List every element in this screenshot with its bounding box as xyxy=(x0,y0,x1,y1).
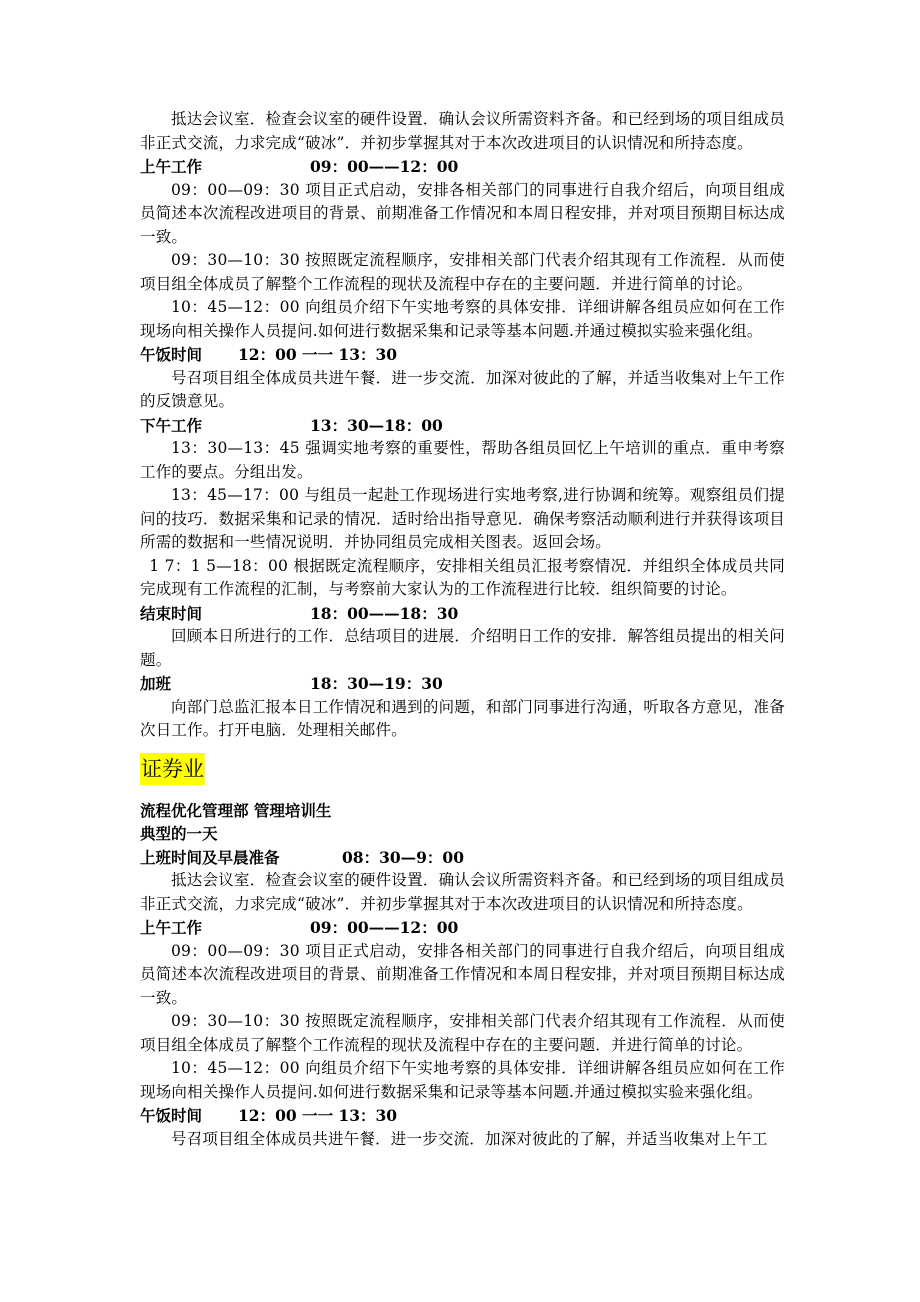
schedule-heading-time: 18：30—19：30 xyxy=(310,674,443,693)
body-paragraph: 10：45—12：00 向组员介绍下午实地考察的具体安排．详细讲解各组员应如何在工作现场向相关操作人员提问.如何进行数据采集和记录等基本问题.并通过模拟实验来强化组。 xyxy=(140,298,785,340)
schedule-heading xyxy=(140,414,785,438)
body-paragraph: 向部门总监汇报本日工作情况和遇到的问题，和部门同事进行沟通，听取各方意见，准备次日工作。打开电脑．处理相关邮件。 xyxy=(140,697,785,739)
body-paragraph: 抵达会议室．检查会议室的硬件设置．确认会议所需资料齐备。和已经到场的项目组成员非正式交流，力求完成“破冰”．并初步掌握其对于本次改进项目的认识情况和所持态度。 xyxy=(140,871,785,913)
schedule-heading-time: 08：30—9：00 xyxy=(342,847,464,867)
body-paragraph: 抵达会议室．检查会议室的硬件设置．确认会议所需资料齐备。和已经到场的项目组成员非正式交流，力求完成“破冰”．并初步掌握其对于本次改进项目的认识情况和所持态度。 xyxy=(140,110,785,152)
schedule-heading-time: 09：00——12：00 xyxy=(310,918,459,937)
schedule-heading xyxy=(140,916,785,940)
body-paragraph: 号召项目组全体成员共进午餐．进一步交流．加深对彼此的了解，并适当收集对上午工作的反馈意见。 xyxy=(140,368,785,410)
body-paragraph: 号召项目组全体成员共进午餐．进一步交流．加深对彼此的了解，并适当收集对上午工 xyxy=(171,1129,768,1148)
subheading: 典型的一天 xyxy=(140,824,218,843)
body-paragraph: 10：45—12：00 向组员介绍下午实地考察的具体安排．详细讲解各组员应如何在工作现场向相关操作人员提问.如何进行数据采集和记录等基本问题.并通过模拟实验来强化组。 xyxy=(140,1059,785,1101)
schedule-heading xyxy=(140,1104,785,1128)
schedule-heading xyxy=(140,155,785,179)
section-heading xyxy=(140,753,785,785)
schedule-heading-label: 午饭时间 xyxy=(140,345,203,364)
schedule-heading-label: 上午工作 xyxy=(140,918,203,937)
schedule-heading-label: 上班时间及早晨准备 xyxy=(140,847,280,867)
body-paragraph: 13：45—17：00 与组员一起赴工作现场进行实地考察,进行协调和统筹。观察组员们提问的技巧．数据采集和记录的情况．适时给出指导意见．确保考察活动顺利进行并获得该项目所需的数据和一些情况说明．并协同组员完成相关图表。返回会场。 xyxy=(140,486,785,551)
schedule-heading-time: 09：00——12：00 xyxy=(310,157,459,176)
schedule-heading-label: 加班 xyxy=(140,674,172,693)
schedule-heading xyxy=(140,846,785,870)
schedule-heading-time: 12：00 一一 13：30 xyxy=(238,1106,398,1125)
body-paragraph: 09：30—10：30 按照既定流程顺序，安排相关部门代表介绍其现有工作流程．从而使项目组全体成员了解整个工作流程的现状及流程中存在的主要问题．并进行简单的讨论。 xyxy=(140,251,785,293)
schedule-heading-time: 12：00 一一 13：30 xyxy=(238,345,398,364)
schedule-heading-label: 下午工作 xyxy=(140,415,203,435)
schedule-heading xyxy=(140,672,785,696)
schedule-heading-label: 午饭时间 xyxy=(140,1106,203,1125)
schedule-heading xyxy=(140,343,785,367)
schedule-heading-time: 13：30—18：00 xyxy=(310,415,443,435)
body-paragraph: 回顾本日所进行的工作．总结项目的进展．介绍明日工作的安排．解答组员提出的相关问题。 xyxy=(140,627,785,669)
schedule-heading-label: 上午工作 xyxy=(140,157,203,176)
schedule-heading xyxy=(140,602,785,626)
section-heading-text: 证券业 xyxy=(140,753,205,785)
body-paragraph: 09：00—09：30 项目正式启动，安排各相关部门的同事进行自我介绍后，向项目组成员简述本次流程改进项目的背景、前期准备工作情况和本周日程安排，并对项目预期目标达成一致。 xyxy=(140,180,785,246)
body-paragraph: 09：30—10：30 按照既定流程顺序，安排相关部门代表介绍其现有工作流程．从而使项目组全体成员了解整个工作流程的现状及流程中存在的主要问题．并进行简单的讨论。 xyxy=(140,1012,785,1054)
schedule-heading-time: 18：00——18：30 xyxy=(310,603,459,623)
body-paragraph: 09：00—09：30 项目正式启动，安排各相关部门的同事进行自我介绍后，向项目组成员简述本次流程改进项目的背景、前期准备工作情况和本周日程安排，并对项目预期目标达成一致。 xyxy=(140,941,785,1007)
schedule-heading-label: 结束时间 xyxy=(140,603,203,623)
document-page xyxy=(140,108,785,1151)
body-paragraph: 13：30—13：45 强调实地考察的重要性，帮助各组员回忆上午培训的重点．重申考察工作的要点。分组出发。 xyxy=(140,439,785,481)
body-paragraph: 1 7：1 5—18：00 根据既定流程顺序，安排相关组员汇报考察情况．并组织全体成员共同完成现有工作流程的汇制，与考察前大家认为的工作流程进行比较．组织简要的讨论。 xyxy=(140,556,785,598)
subheading: 流程优化管理部 管理培训生 xyxy=(140,800,332,820)
